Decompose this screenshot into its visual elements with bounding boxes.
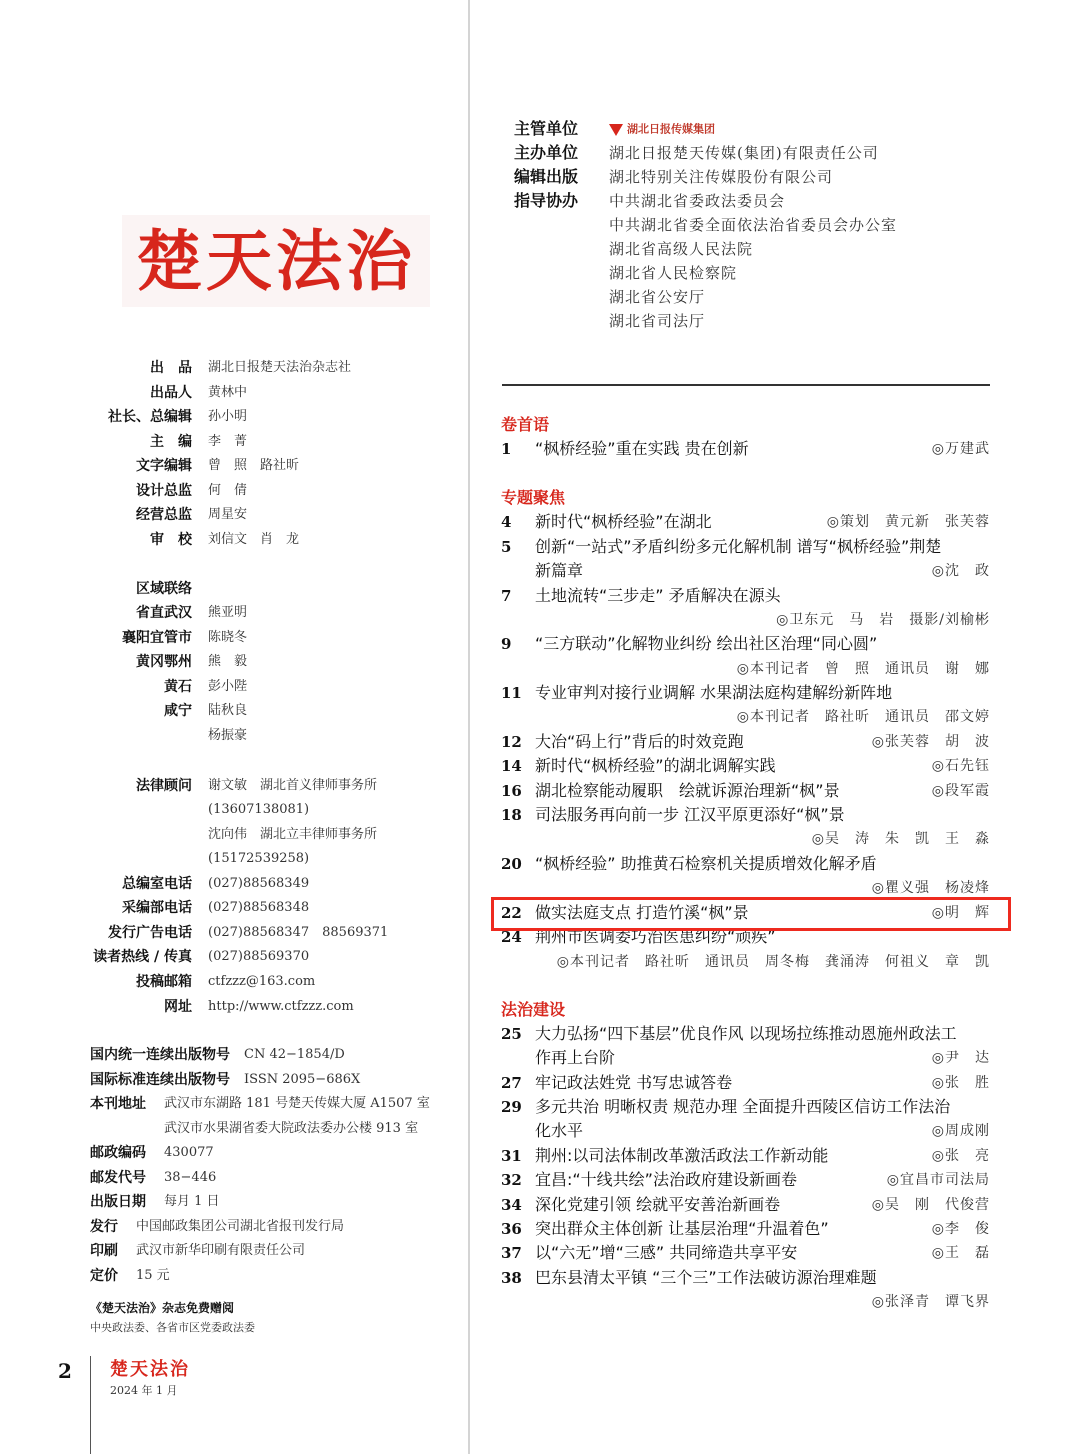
pub-value: 430077 — [164, 1145, 214, 1160]
toc-entry-title[interactable]: 突出群众主体创新 让基层治理“升温着色” — [535, 1219, 829, 1238]
staff-value: 何 倩 — [208, 483, 248, 498]
toc-entry-author: ◎张芙蓉 胡 波 — [871, 734, 990, 750]
toc-entry-title[interactable]: 巴东县清太平镇 “三个三”工作法破访源治理难题 — [535, 1268, 877, 1287]
section-heading-rule-of-law: 法治建设 — [501, 1000, 566, 1019]
contact-label: 投稿邮箱 — [136, 974, 192, 990]
toc-entry-title[interactable]: 创新“一站式”矛盾纠纷多元化解机制 谱写“枫桥经验”荆楚 — [535, 537, 942, 556]
toc-entry-title[interactable]: 土地流转“三步走” 矛盾解决在源头 — [535, 586, 781, 605]
region-value: 熊 毅 — [208, 654, 248, 669]
contact-value: 沈向伟 湖北立丰律师事务所 — [208, 827, 378, 842]
toc-entry-title[interactable]: 荆州:以司法体制改革激活政法工作新动能 — [535, 1146, 829, 1165]
toc-page-number: 34 — [501, 1196, 522, 1214]
pub-value: 38−446 — [164, 1170, 217, 1185]
organizer-label: 主办单位 — [514, 143, 579, 162]
pub-label: 邮政编码 — [90, 1145, 146, 1161]
toc-entry-author: ◎本刊记者 曾 照 通讯员 谢 娜 — [736, 661, 990, 677]
organizer-value: 湖北省人民检察院 — [609, 264, 738, 282]
organizer-label: 指导协办 — [514, 191, 579, 210]
toc-entry-title[interactable]: 多元共治 明晰权责 规范办理 全面提升西陵区信访工作法治 — [535, 1097, 951, 1116]
toc-page-number: 36 — [501, 1220, 522, 1238]
pub-value: CN 42−1854/D — [244, 1047, 345, 1062]
contact-value: (027)88568348 — [208, 900, 310, 915]
staff-label: 社长、总编辑 — [108, 409, 192, 425]
contact-label: 发行广告电话 — [108, 925, 192, 941]
toc-entry-title[interactable]: 专业审判对接行业调解 水果湖法庭构建解纷新阵地 — [535, 683, 893, 702]
staff-value: 黄林中 — [208, 385, 248, 400]
toc-page-number: 24 — [501, 928, 522, 946]
toc-entry-title[interactable]: 深化党建引领 绘就平安善治新画卷 — [535, 1195, 781, 1214]
toc-divider — [502, 384, 990, 386]
toc-entry-title[interactable]: 新时代“枫桥经验”在湖北 — [535, 512, 712, 531]
region-value: 杨振豪 — [208, 728, 248, 743]
toc-entry-author: ◎李 俊 — [931, 1221, 990, 1237]
staff-value: 李 菁 — [208, 434, 248, 449]
toc-entry-title[interactable]: 大力弘扬“四下基层”优良作风 以现场拉练推动恩施州政法工 — [535, 1024, 957, 1043]
region-label: 咸宁 — [164, 703, 192, 719]
staff-label: 文字编辑 — [136, 458, 192, 474]
organizer-value: 湖北省高级人民法院 — [609, 240, 754, 258]
toc-entry-author: ◎吴 涛 朱 凯 王 淼 — [811, 831, 990, 847]
free-notice-title: 《楚天法治》杂志免费赠阅 — [90, 1301, 235, 1315]
highlight-box — [491, 897, 1011, 931]
region-label: 黄石 — [164, 679, 192, 695]
pub-value: ISSN 2095−686X — [244, 1072, 361, 1087]
toc-page-number: 9 — [501, 635, 512, 653]
toc-entry-author: ◎本刊记者 路社昕 通讯员 邵文婷 — [736, 709, 990, 725]
footer-logo: 楚天法治 — [110, 1359, 190, 1380]
toc-page-number: 18 — [501, 806, 522, 824]
toc-entry-title-continued[interactable]: 新篇章 — [535, 561, 584, 580]
staff-value: 周星安 — [208, 507, 248, 522]
toc-page-number: 25 — [501, 1025, 522, 1043]
website-link[interactable]: http://www.ctfzzz.com — [208, 999, 354, 1014]
toc-entry-title[interactable]: 牢记政法姓党 书写忠诚答卷 — [535, 1073, 733, 1092]
toc-entry-author: ◎周成刚 — [931, 1123, 990, 1139]
toc-page-number: 11 — [501, 684, 522, 702]
toc-page-number: 5 — [501, 538, 512, 556]
toc-page-number: 1 — [501, 440, 512, 458]
toc-page-number: 31 — [501, 1147, 522, 1165]
organizer-value: 中共湖北省委全面依法治省委员会办公室 — [609, 216, 898, 234]
free-notice-detail: 中央政法委、各省市区党委政法委 — [90, 1321, 255, 1334]
staff-value: 曾 照 路社昕 — [208, 458, 300, 473]
region-value: 熊亚明 — [208, 605, 248, 620]
contact-label: 网址 — [164, 999, 192, 1015]
region-value: 彭小陛 — [208, 679, 248, 694]
staff-label: 经营总监 — [136, 507, 192, 523]
pub-label: 印刷 — [90, 1243, 118, 1259]
email-link[interactable]: ctfzzz@163.com — [208, 974, 316, 989]
pub-label: 本刊地址 — [90, 1096, 146, 1112]
organizer-value: 湖北日报楚天传媒(集团)有限责任公司 — [609, 144, 879, 162]
footer-date: 2024 年 1 月 — [110, 1384, 178, 1397]
organizer-value: 中共湖北省委政法委员会 — [609, 192, 786, 210]
toc-entry-author: ◎万建武 — [931, 441, 990, 457]
toc-page-number: 20 — [501, 855, 522, 873]
organizer-value: 湖北省司法厅 — [609, 312, 706, 330]
organizer-label: 主管单位 — [514, 119, 579, 138]
contact-value: (027)88568347 88569371 — [208, 925, 389, 940]
contact-label: 总编室电话 — [122, 876, 192, 892]
section-heading-focus: 专题聚焦 — [501, 488, 566, 507]
toc-entry-title[interactable]: “三方联动”化解物业纠纷 绘出社区治理“同心圆” — [535, 634, 878, 653]
toc-entry-title[interactable]: 新时代“枫桥经验”的湖北调解实践 — [535, 756, 776, 775]
staff-label: 设计总监 — [136, 483, 192, 499]
staff-value: 刘信文 肖 龙 — [208, 532, 300, 547]
toc-entry-author: ◎吴 刚 代俊营 — [871, 1197, 990, 1213]
toc-entry-author: ◎石先钰 — [931, 758, 990, 774]
toc-page-number: 4 — [501, 513, 512, 531]
toc-entry-title[interactable]: 宜昌:“十线共绘”法治政府建设新画卷 — [535, 1170, 797, 1189]
region-value: 陆秋良 — [208, 703, 248, 718]
toc-entry-title[interactable]: 司法服务再向前一步 江汉平原更添好“枫”景 — [535, 805, 845, 824]
region-label: 襄阳宜管市 — [122, 630, 192, 646]
toc-entry-author: ◎张泽青 谭飞界 — [871, 1294, 990, 1310]
pub-value: 15 元 — [136, 1268, 170, 1283]
pub-value: 每月 1 日 — [164, 1194, 220, 1209]
contact-value: (15172539258) — [208, 851, 310, 866]
region-value: 陈晓冬 — [208, 630, 248, 645]
toc-entry-author: ◎张 胜 — [931, 1075, 990, 1091]
contact-label: 法律顾问 — [136, 778, 192, 794]
contact-label: 读者热线 / 传真 — [93, 949, 192, 965]
staff-label: 出品人 — [150, 385, 192, 401]
toc-entry-author: ◎段军霞 — [931, 783, 990, 799]
masthead-logo-text: 楚天法治 — [136, 222, 416, 300]
group-logo-text: 湖北日报传媒集团 — [627, 122, 715, 136]
toc-entry-title[interactable]: 以“六无”增“三感” 共同缔造共享平安 — [535, 1243, 798, 1262]
toc-entry-author: ◎张 亮 — [931, 1148, 990, 1164]
organizer-value: 湖北省公安厅 — [609, 288, 706, 306]
toc-entry-author: ◎王 磊 — [931, 1245, 990, 1261]
region-label: 省直武汉 — [136, 605, 192, 621]
pub-label: 发行 — [90, 1219, 118, 1235]
toc-entry-author: ◎尹 达 — [931, 1050, 990, 1066]
toc-page-number: 22 — [501, 904, 522, 922]
toc-entry-author: ◎沈 政 — [931, 563, 990, 579]
contact-value: (13607138081) — [208, 802, 310, 817]
toc-page-number: 16 — [501, 782, 522, 800]
pub-label: 邮发代号 — [90, 1170, 146, 1186]
toc-page-number: 29 — [501, 1098, 522, 1116]
toc-entry-author: ◎本刊记者 路社昕 通讯员 周冬梅 龚涌涛 何祖义 章 凯 — [556, 954, 990, 970]
toc-entry-title[interactable]: “枫桥经验”重在实践 贵在创新 — [535, 439, 749, 458]
masthead-logo — [122, 215, 430, 307]
pub-value: 武汉市水果湖省委大院政法委办公楼 913 室 — [164, 1121, 419, 1136]
contact-value: (027)88569370 — [208, 949, 310, 964]
region-heading: 区域联络 — [136, 581, 192, 597]
staff-value: 孙小明 — [208, 409, 248, 424]
contact-label: 采编部电话 — [122, 900, 192, 916]
region-label: 黄冈鄂州 — [136, 654, 192, 670]
toc-page-number: 38 — [501, 1269, 522, 1287]
toc-entry-title[interactable]: 荆州市医调委巧治医患纠纷“顽疾” — [535, 927, 776, 946]
toc-entry-author: ◎策划 黄元新 张芙蓉 — [826, 514, 990, 530]
group-logo-icon — [609, 124, 623, 136]
toc-entry-title[interactable]: “枫桥经验” 助推黄石检察机关提质增效化解矛盾 — [535, 854, 877, 873]
staff-value: 湖北日报楚天法治杂志社 — [208, 360, 352, 375]
pub-label: 定价 — [90, 1268, 118, 1284]
toc-page-number: 14 — [501, 757, 522, 775]
pub-label: 国际标准连续出版物号 — [90, 1072, 230, 1088]
toc-entry-author: ◎卫东元 马 岩 摄影/刘榆彬 — [776, 612, 990, 628]
section-heading-preface: 卷首语 — [501, 415, 550, 434]
group-logo — [609, 117, 715, 141]
toc-page-number: 7 — [501, 587, 512, 605]
staff-label: 主 编 — [150, 434, 192, 450]
column-divider — [468, 0, 470, 1454]
toc-entry-author: ◎瞿义强 杨凌烽 — [871, 880, 990, 896]
toc-entry-title[interactable]: 大冶“码上行”背后的时效竞跑 — [535, 732, 744, 751]
toc-page-number: 37 — [501, 1244, 522, 1262]
toc-entry-title-continued[interactable]: 化水平 — [535, 1121, 584, 1140]
toc-entry-title-continued[interactable]: 作再上台阶 — [535, 1048, 616, 1067]
staff-label: 出 品 — [150, 360, 192, 376]
organizer-label: 编辑出版 — [514, 167, 579, 186]
contact-value: (027)88568349 — [208, 876, 310, 891]
staff-label: 审 校 — [150, 532, 192, 548]
contact-value: 谢文敏 湖北首义律师事务所 — [208, 778, 378, 793]
toc-entry-author: ◎宜昌市司法局 — [886, 1172, 990, 1188]
page-number: 2 — [58, 1359, 72, 1383]
pub-value: 武汉市东湖路 181 号楚天传媒大厦 A1507 室 — [164, 1096, 430, 1111]
pub-label: 出版日期 — [90, 1194, 146, 1210]
pub-value: 武汉市新华印刷有限责任公司 — [136, 1243, 306, 1258]
toc-entry-title[interactable]: 做实法庭支点 打造竹溪“枫”景 — [535, 903, 749, 922]
toc-page-number: 12 — [501, 733, 522, 751]
organizer-value: 湖北特别关注传媒股份有限公司 — [609, 168, 834, 186]
pub-label: 国内统一连续出版物号 — [90, 1047, 230, 1063]
footer-divider — [90, 1356, 91, 1454]
toc-page-number: 32 — [501, 1171, 522, 1189]
toc-page-number: 27 — [501, 1074, 522, 1092]
toc-entry-title[interactable]: 湖北检察能动履职 绘就诉源治理新“枫”景 — [535, 781, 840, 800]
pub-value: 中国邮政集团公司湖北省报刊发行局 — [136, 1219, 345, 1234]
toc-entry-author: ◎明 辉 — [931, 905, 990, 921]
